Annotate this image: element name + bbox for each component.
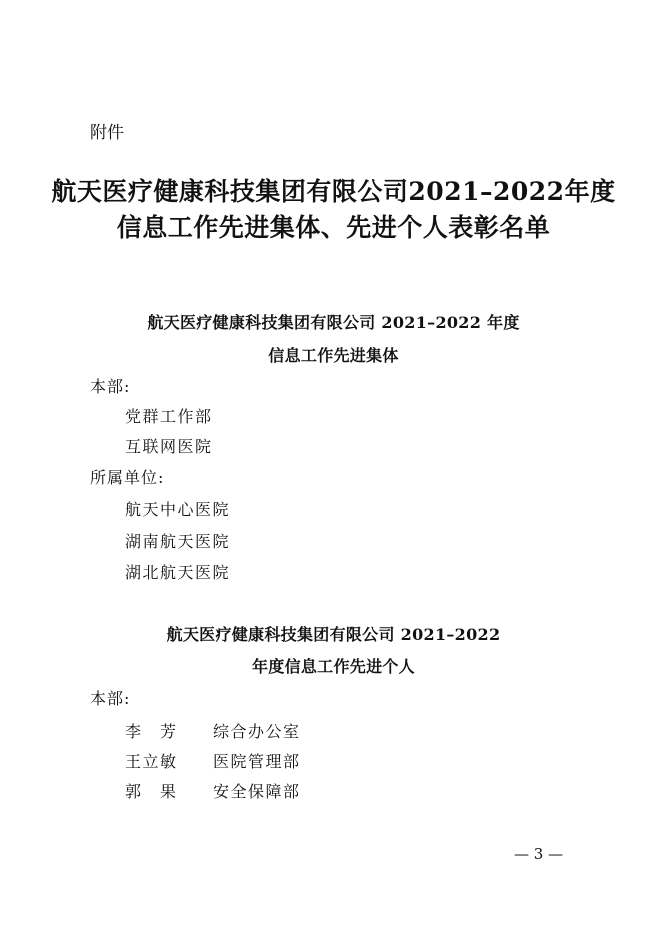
person-name: 李 芳 bbox=[125, 722, 178, 741]
person-name: 王立敏 bbox=[125, 752, 178, 771]
person-department: 综合办公室 bbox=[213, 722, 301, 741]
person-row bbox=[125, 749, 301, 772]
page-number: — 3 — bbox=[514, 845, 564, 863]
collective-subsidiaries-label: 所属单位: bbox=[90, 468, 165, 487]
person-name: 郭 果 bbox=[125, 782, 178, 801]
individual-section-title-line-2: 年度信息工作先进个人 bbox=[251, 657, 415, 676]
collective-headquarters-label: 本部: bbox=[90, 377, 131, 396]
individual-headquarters-label: 本部: bbox=[90, 689, 131, 708]
person-row bbox=[125, 719, 301, 742]
collective-subsidiary-item: 湖南航天医院 bbox=[125, 532, 231, 551]
person-department: 安全保障部 bbox=[213, 782, 301, 801]
collective-subsidiary-item: 湖北航天医院 bbox=[125, 563, 231, 582]
person-row bbox=[125, 779, 301, 802]
collective-headquarters-item: 党群工作部 bbox=[125, 407, 213, 426]
individual-section-title-line-1: 航天医疗健康科技集团有限公司 2021–2022 bbox=[166, 625, 501, 644]
person-department: 医院管理部 bbox=[213, 752, 301, 771]
main-title-line-1: 航天医疗健康科技集团有限公司2021–2022年度 bbox=[51, 177, 616, 206]
main-title-line-2: 信息工作先进集体、先进个人表彰名单 bbox=[116, 213, 551, 242]
collective-subsidiary-item: 航天中心医院 bbox=[125, 500, 231, 519]
collective-section-title-line-1: 航天医疗健康科技集团有限公司 2021–2022 年度 bbox=[147, 313, 520, 332]
attachment-label: 附件 bbox=[90, 123, 124, 143]
collective-section-title-line-2: 信息工作先进集体 bbox=[268, 346, 399, 365]
collective-headquarters-item: 互联网医院 bbox=[125, 437, 213, 456]
